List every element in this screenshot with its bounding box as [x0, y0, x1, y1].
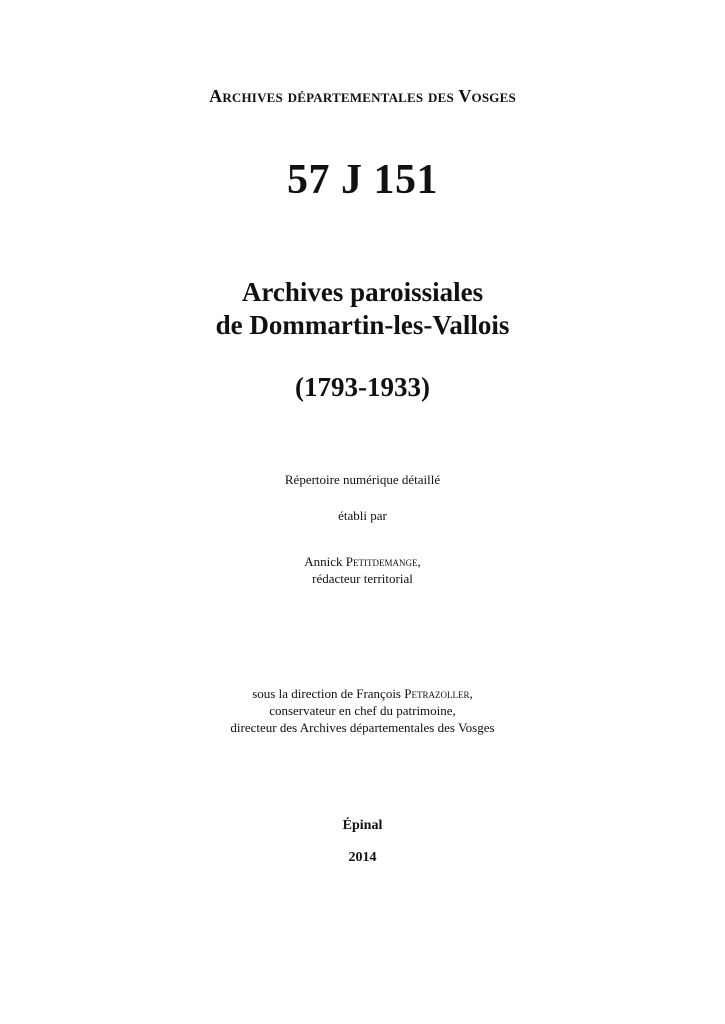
- title-line-2: de Dommartin-les-Vallois: [215, 310, 510, 340]
- publication-place: Épinal: [342, 818, 383, 833]
- author-first-name: Annick: [304, 554, 346, 569]
- publication-year: 2014: [348, 850, 377, 865]
- title-line-1: Archives paroissiales: [241, 277, 484, 307]
- archive-reference: 57 J 151: [287, 157, 438, 203]
- established-by: établi par: [338, 508, 387, 523]
- institution-header: Archives départementales des Vosges: [209, 86, 516, 106]
- direction-line: [0, 686, 725, 702]
- author-last-name: Petitdemange: [345, 554, 418, 569]
- author-role: rédacteur territorial: [312, 571, 413, 586]
- director-last-name: Petrazoller: [404, 686, 470, 701]
- author-suffix: ,: [417, 554, 421, 569]
- director-role-2: directeur des Archives départementales des Vosges: [230, 720, 495, 735]
- document-type: Répertoire numérique détaillé: [284, 472, 441, 487]
- director-role-1: conservateur en chef du patrimoine,: [269, 703, 456, 718]
- date-range: (1793-1933): [295, 372, 430, 402]
- direction-suffix: ,: [469, 686, 473, 701]
- author-line: [0, 554, 725, 570]
- direction-prefix: sous la direction de François: [252, 686, 405, 701]
